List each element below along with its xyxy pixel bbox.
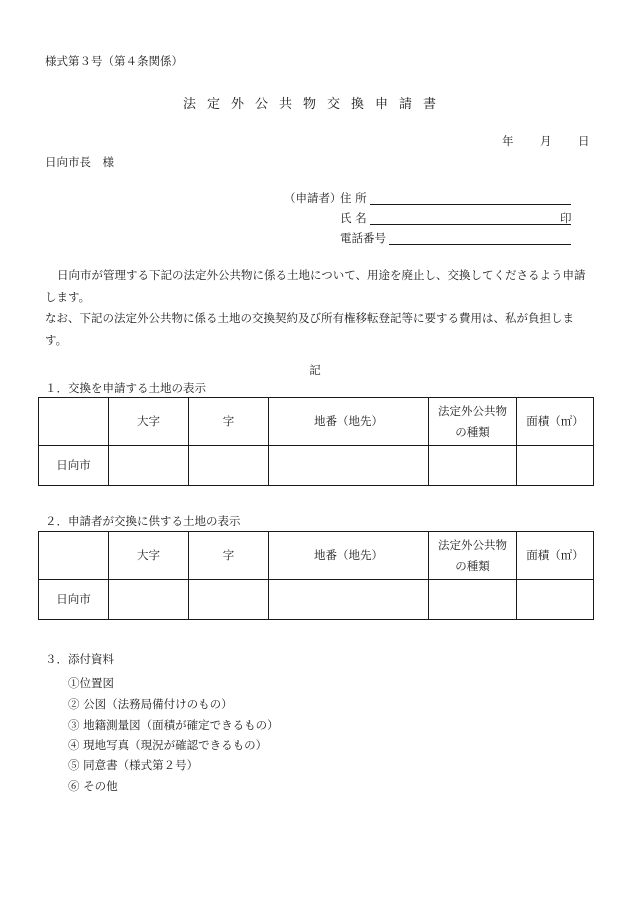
date-day-label: 日	[578, 134, 590, 148]
oaza-cell[interactable]	[109, 580, 189, 620]
menseki-cell[interactable]	[517, 446, 594, 486]
applicant-label: （申請者）	[284, 191, 342, 205]
header-shurui	[429, 532, 517, 580]
shurui-cell[interactable]	[429, 446, 517, 486]
attachment-item: ①位置図	[68, 676, 114, 690]
oaza-cell[interactable]	[109, 446, 189, 486]
table-header-row	[39, 532, 594, 580]
chiban-cell[interactable]	[269, 580, 429, 620]
attachment-item: ③ 地籍測量図（面積が確定できるもの）	[68, 718, 279, 732]
aza-cell[interactable]	[189, 446, 269, 486]
header-aza: 字	[189, 398, 269, 446]
header-menseki: 面積（㎡）	[517, 398, 594, 446]
expense-paragraph: なお、下記の法定外公共物に係る土地の交換契約及び所有権移転登記等に要する費用は、私が負担します。	[45, 311, 574, 347]
table-row	[39, 580, 594, 620]
section1-table	[38, 397, 594, 486]
menseki-cell[interactable]	[517, 580, 594, 620]
attachments-title: ３．添付資料	[45, 652, 114, 666]
name-field[interactable]	[370, 223, 571, 225]
table-header-row	[39, 398, 594, 446]
row-city-label: 日向市	[39, 580, 109, 620]
header-shurui	[429, 398, 517, 446]
phone-label: 電話番号	[340, 231, 386, 245]
name-label: 氏 名	[340, 211, 367, 225]
attachment-item: ⑥ その他	[68, 779, 118, 793]
header-aza: 字	[189, 532, 269, 580]
header-chiban: 地番（地先）	[269, 398, 429, 446]
section2-title: ２．申請者が交換に供する土地の表示	[45, 514, 241, 528]
header-shurui-line1: 法定外公共物	[438, 537, 507, 552]
document-title: 法定外公共物交換申請書	[182, 97, 447, 112]
phone-field[interactable]	[389, 243, 571, 245]
request-text	[45, 265, 593, 351]
address-field[interactable]	[370, 203, 571, 205]
aza-cell[interactable]	[189, 580, 269, 620]
date-month-label: 月	[540, 134, 552, 148]
section1-title: １．交換を申請する土地の表示	[45, 381, 206, 395]
row-city-label: 日向市	[39, 446, 109, 486]
shurui-cell[interactable]	[429, 580, 517, 620]
header-menseki: 面積（㎡）	[517, 532, 594, 580]
form-number: 様式第３号（第４条関係）	[45, 54, 183, 68]
request-paragraph: 日向市が管理する下記の法定外公共物に係る土地について、用途を廃止し、交換してくださるよう申請します。	[45, 268, 586, 304]
table-row	[39, 446, 594, 486]
attachment-item: ④ 現地写真（現況が確認できるもの）	[68, 738, 268, 752]
header-shurui-line1: 法定外公共物	[438, 403, 507, 418]
address-label: 住 所	[340, 191, 367, 205]
date-year-label: 年	[502, 134, 514, 148]
header-oaza: 大字	[109, 398, 189, 446]
header-shurui-line2: の種類	[455, 424, 490, 439]
header-shurui-line2: の種類	[455, 558, 490, 573]
section2-table	[38, 531, 594, 620]
attachment-item: ⑤ 同意書（様式第２号）	[68, 758, 199, 772]
header-chiban: 地番（地先）	[269, 532, 429, 580]
header-blank-cell	[39, 532, 109, 580]
chiban-cell[interactable]	[269, 446, 429, 486]
header-oaza: 大字	[109, 532, 189, 580]
header-blank-cell	[39, 398, 109, 446]
addressee: 日向市長 様	[45, 155, 114, 169]
seal-mark: 印	[560, 211, 572, 225]
ki-heading: 記	[309, 363, 321, 377]
attachment-item: ② 公図（法務局備付けのもの）	[68, 697, 233, 711]
